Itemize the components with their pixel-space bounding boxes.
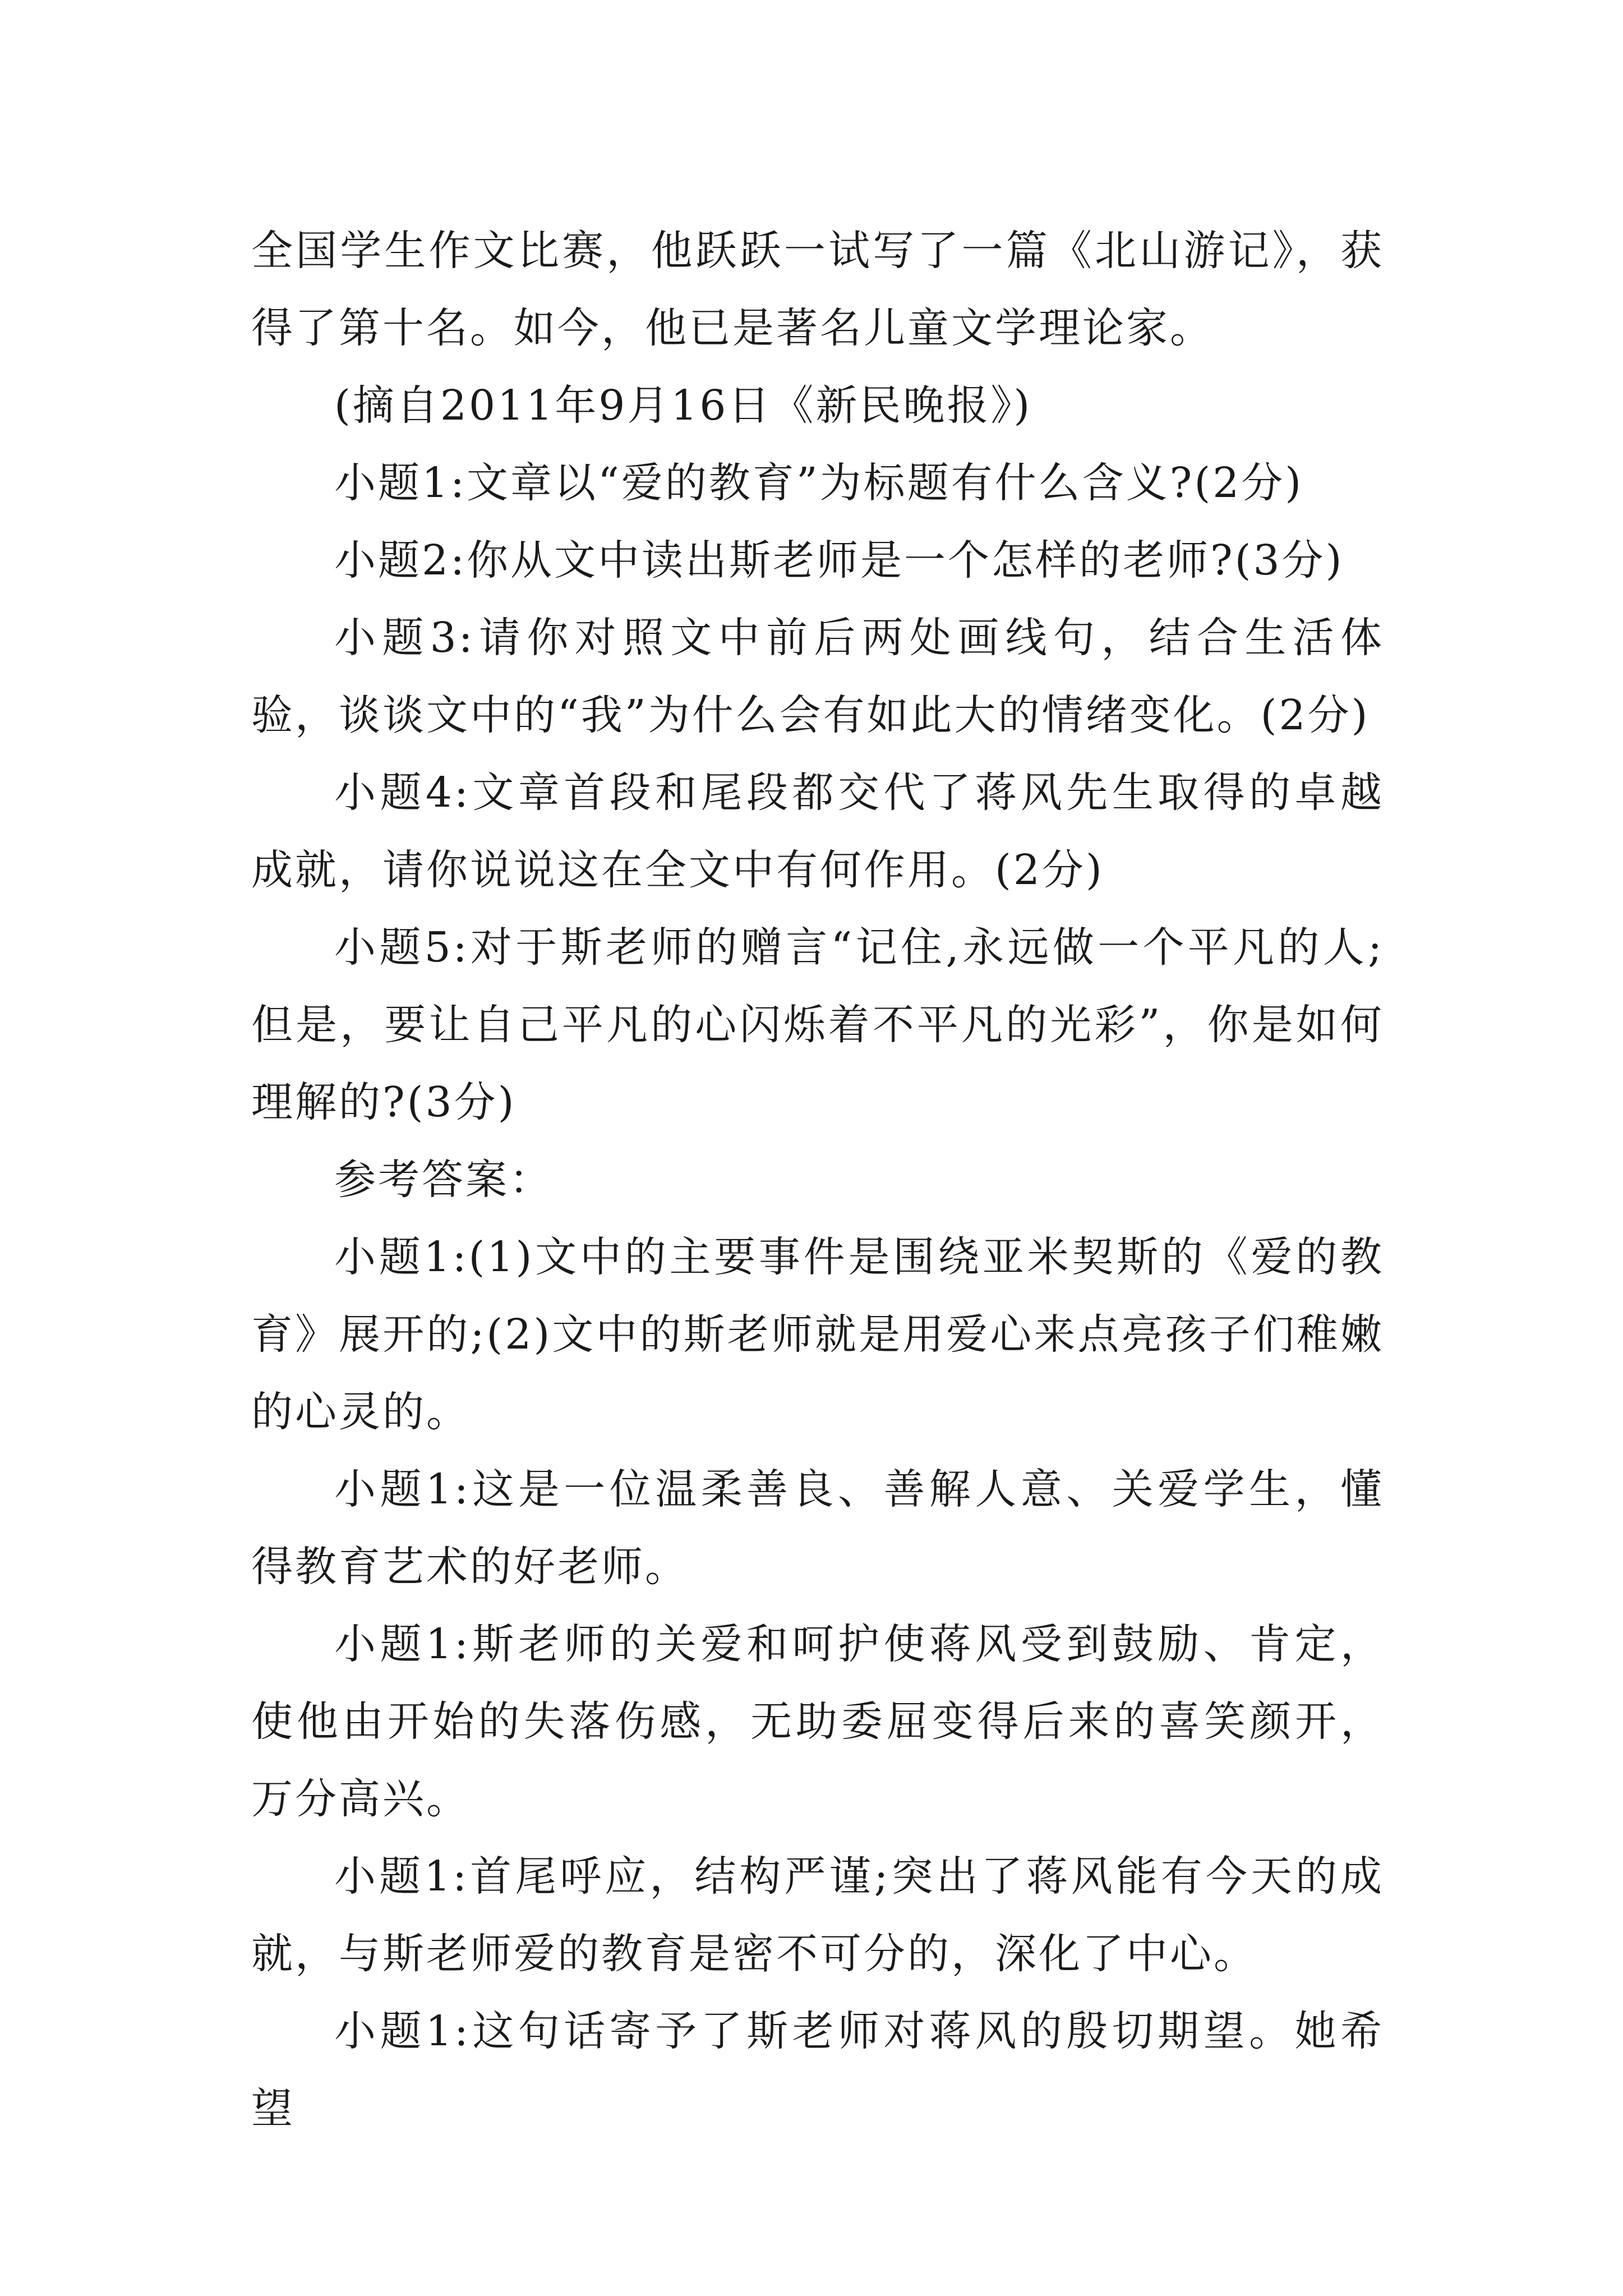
question-1: 小题1:文章以“爱的教育”为标题有什么含义?(2分) [334, 459, 1304, 507]
document-body [251, 212, 1384, 2147]
answer-5: 小题1:这句话寄予了斯老师对蒋风的殷切期望。她希望 [251, 2007, 1384, 2133]
question-3: 小题3:请你对照文中前后两处画线句，结合生活体验，谈谈文中的“我”为什么会有如此大的情绪变化。(2分) [251, 614, 1384, 739]
answer-3: 小题1:斯老师的关爱和呵护使蒋风受到鼓励、肯定，使他由开始的失落伤感，无助委屈变得后来的喜笑颜开，万分高兴。 [251, 1620, 1384, 1823]
answer-2: 小题1:这是一位温柔善良、善解人意、关爱学生，懂得教育艺术的好老师。 [251, 1465, 1384, 1591]
question-2: 小题2:你从文中读出斯老师是一个怎样的老师?(3分) [334, 536, 1344, 585]
question-4: 小题4:文章首段和尾段都交代了蒋风先生取得的卓越成就，请你说说这在全文中有何作用。(2分) [251, 769, 1384, 894]
answer-1: 小题1:(1)文中的主要事件是围绕亚米契斯的《爱的教育》展开的;(2)文中的斯老师就是用爱心来点亮孩子们稚嫩的心灵的。 [251, 1233, 1384, 1436]
answer-4: 小题1:首尾呼应，结构严谨;突出了蒋风能有今天的成就，与斯老师爱的教育是密不可分的，深化了中心。 [251, 1852, 1384, 1978]
question-5: 小题5:对于斯老师的赠言“记住,永远做一个平凡的人;但是，要让自己平凡的心闪烁着不平凡的光彩”，你是如何理解的?(3分) [251, 923, 1384, 1126]
answer-heading: 参考答案： [334, 1156, 553, 1204]
paragraph-source: (摘自2011年9月16日《新民晚报》) [334, 381, 1032, 430]
paragraph-article-ending: 全国学生作文比赛，他跃跃一试写了一篇《北山游记》，获得了第十名。如今，他已是著名儿童文学理论家。 [251, 227, 1384, 352]
